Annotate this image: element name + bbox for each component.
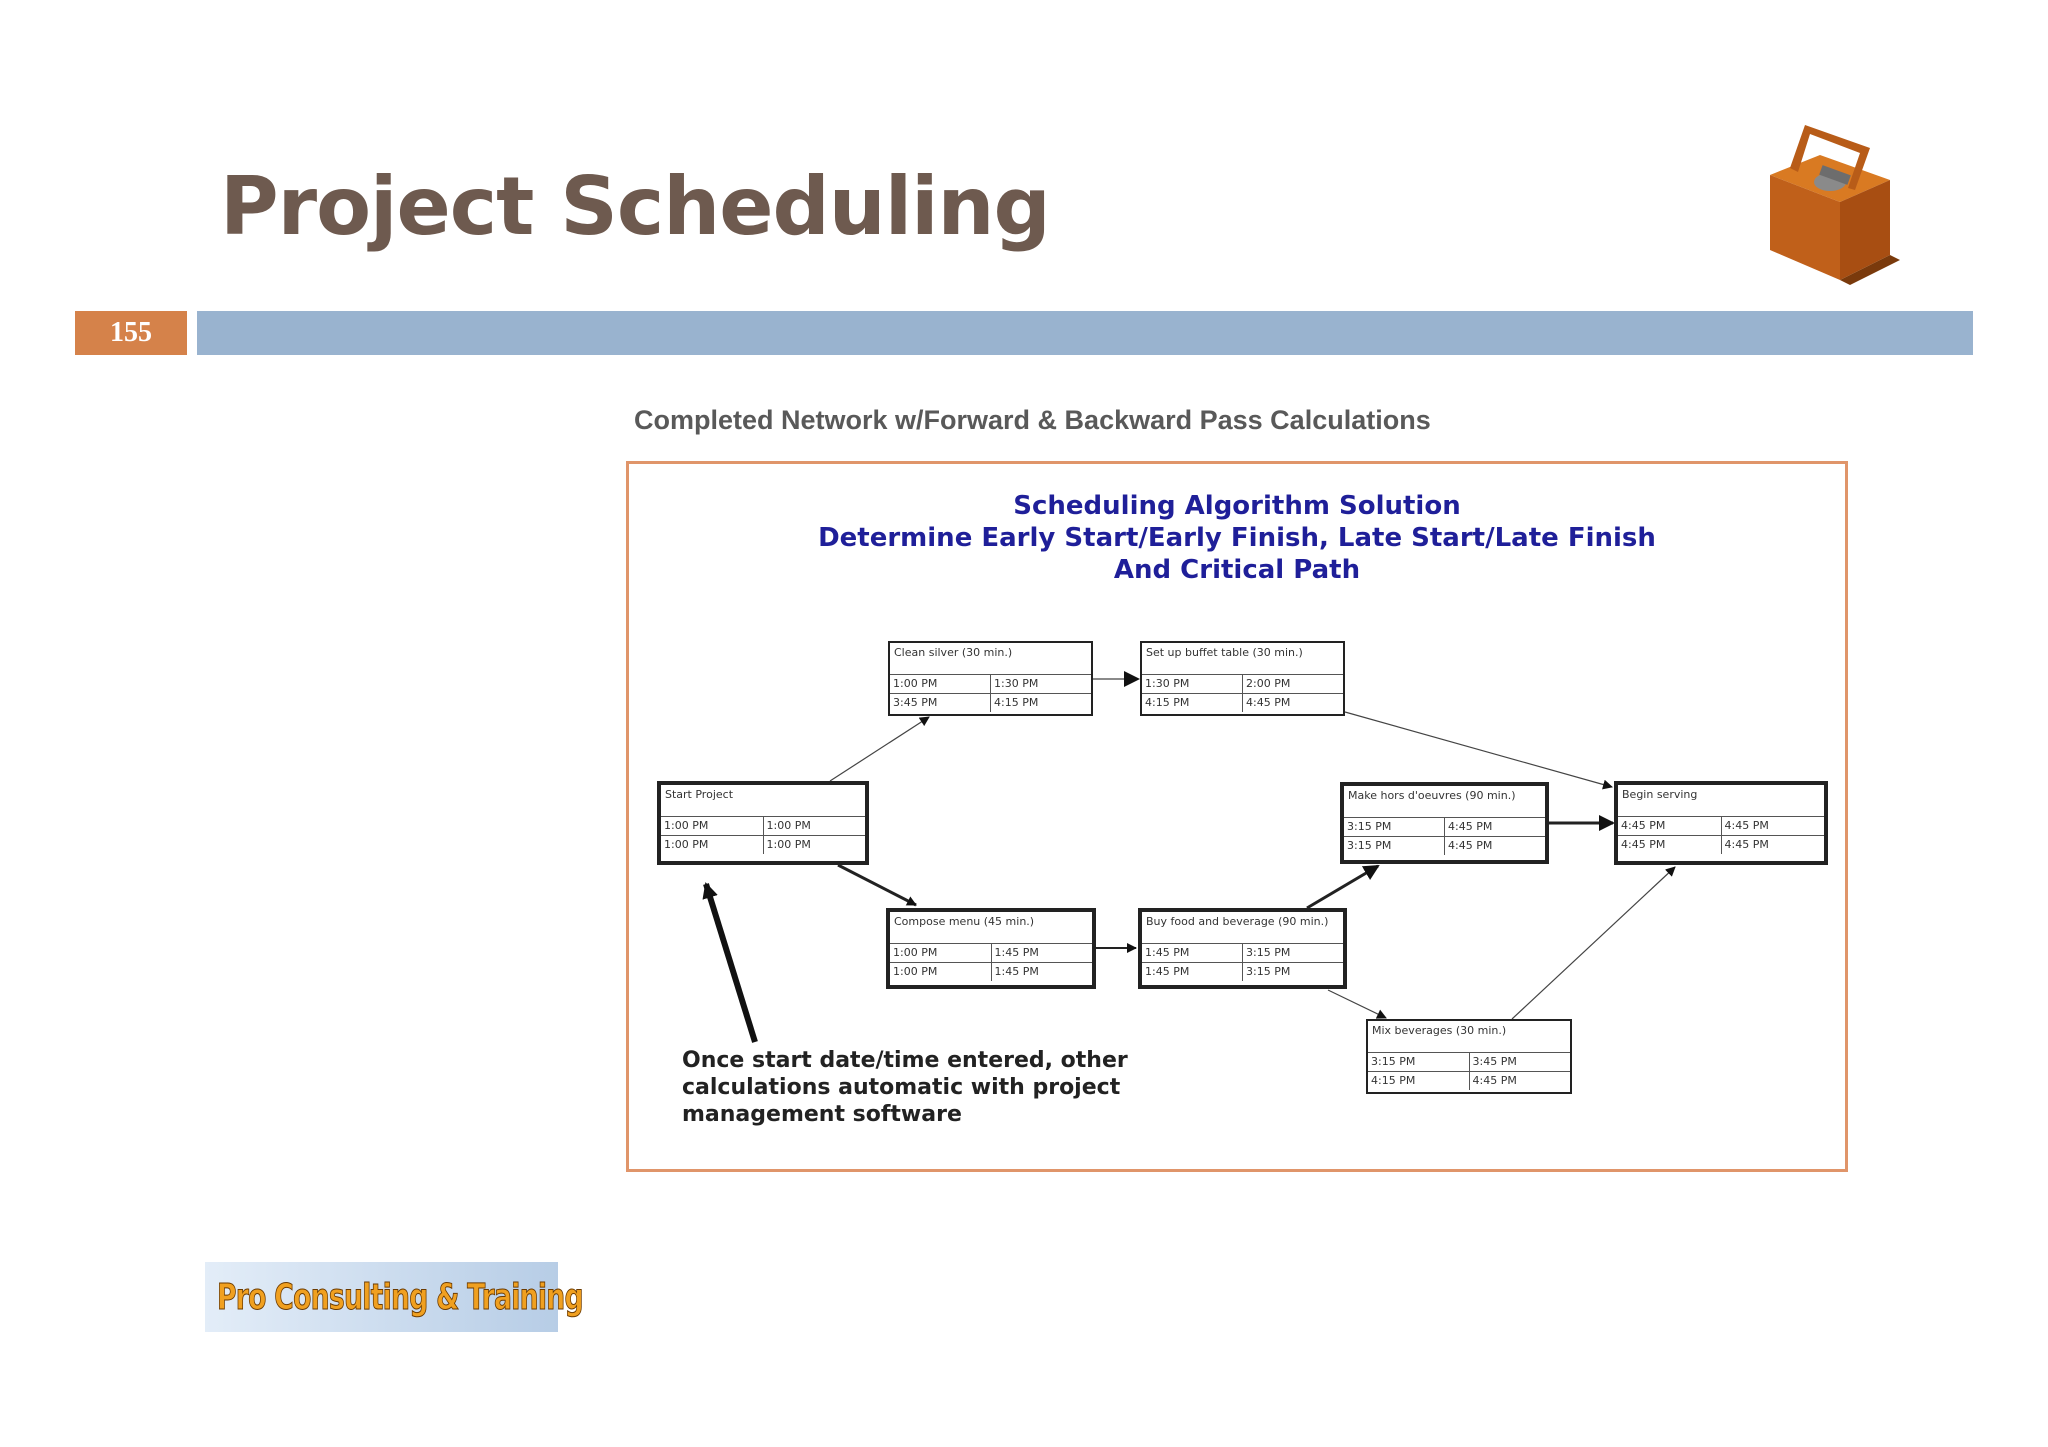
edge-start-compose: [838, 865, 916, 905]
node-start-project: Start Project 1:00 PM 1:00 PM 1:00 PM 1:00 PM: [657, 781, 869, 865]
logo-text: Pro Consulting & Training: [217, 1276, 583, 1318]
node-mix-beverages: Mix beverages (30 min.) 3:15 PM 3:45 PM 4:15 PM 4:45 PM: [1366, 1019, 1572, 1094]
company-logo: [205, 1262, 583, 1332]
edge-mix-serve: [1512, 867, 1675, 1019]
edge-start-clean: [830, 717, 929, 781]
node-clean-silver: Clean silver (30 min.) 1:00 PM 1:30 PM 3:45 PM 4:15 PM: [888, 641, 1093, 716]
node-buy-food: Buy food and beverage (90 min.) 1:45 PM 3:15 PM 1:45 PM 3:15 PM: [1138, 908, 1347, 989]
diagram-title-line-3: And Critical Path: [1113, 555, 1361, 585]
page-number: 155: [75, 311, 187, 355]
software-note: [682, 1047, 1128, 1128]
node-set-up-buffet: Set up buffet table (30 min.) 1:30 PM 2:00 PM 4:15 PM 4:45 PM: [1140, 641, 1345, 716]
note-line-1: Once start date/time entered, other: [682, 1048, 1128, 1073]
diagram-title-line-1: Scheduling Algorithm Solution: [1013, 491, 1461, 521]
note-line-2: calculations automatic with project: [682, 1075, 1121, 1100]
node-make-hors-doeuvres: Make hors d'oeuvres (90 min.) 3:15 PM 4:45 PM 3:15 PM 4:45 PM: [1340, 782, 1549, 864]
node-compose-menu: Compose menu (45 min.) 1:00 PM 1:45 PM 1:00 PM 1:45 PM: [886, 908, 1096, 989]
node-begin-serving: Begin serving 4:45 PM 4:45 PM 4:45 PM 4:45 PM: [1614, 781, 1828, 865]
edge-buffet-serve: [1345, 712, 1612, 787]
edge-buy-hors: [1307, 866, 1378, 908]
figure-caption: Completed Network w/Forward & Backward Pass Calculations: [634, 405, 1431, 435]
note-pointer-arrow: [706, 884, 755, 1042]
note-line-3: management software: [682, 1102, 962, 1127]
edge-buy-mix: [1328, 990, 1386, 1018]
diagram-title-line-2: Determine Early Start/Early Finish, Late Start/Late Finish: [818, 523, 1656, 553]
slide-title: Project Scheduling: [220, 160, 1050, 253]
